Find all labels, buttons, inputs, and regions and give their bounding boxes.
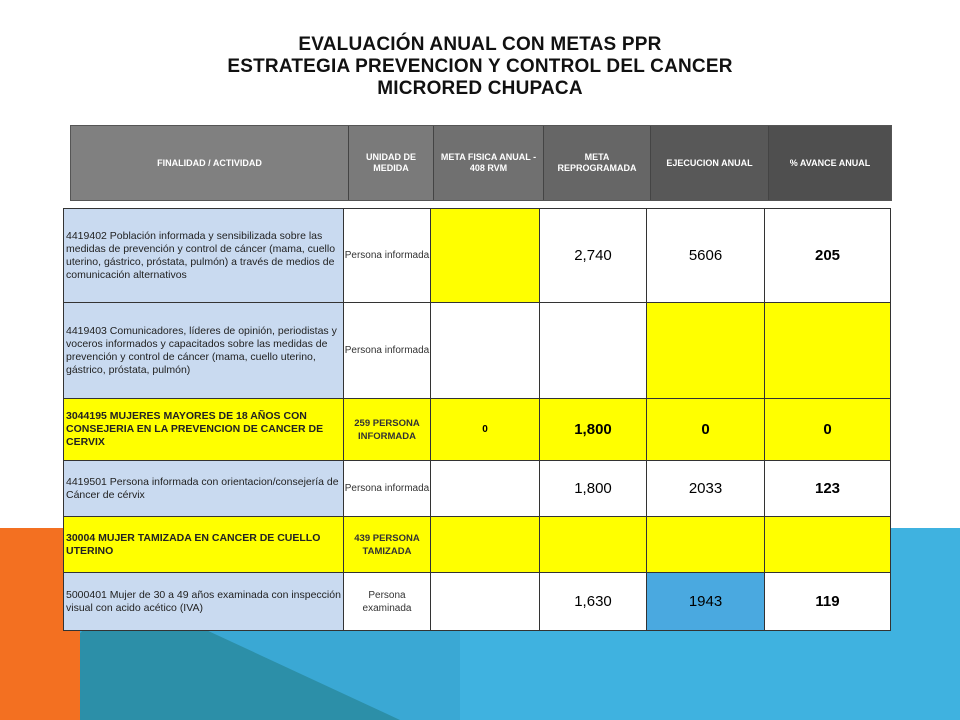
actividad-cell: 4419403 Comunicadores, líderes de opinión, periodistas y voceros informados y capacitados sobre las medidas de prevención y control de cáncer (mama, cuello uterino, gástrico, próstata, pulmón): [64, 303, 344, 399]
table-row: [64, 573, 891, 631]
unidad-cell: Persona examinada: [344, 573, 431, 631]
unidad-cell: 259 PERSONA INFORMADA: [344, 399, 431, 461]
header-avance: % AVANCE ANUAL: [769, 126, 891, 200]
meta-reprogramada-cell: 2,740: [540, 209, 647, 303]
unidad-cell: 439 PERSONA TAMIZADA: [344, 517, 431, 573]
meta-fisica-cell: [431, 517, 540, 573]
avance-cell: 123: [765, 461, 891, 517]
meta-fisica-cell: [431, 461, 540, 517]
table-header: [70, 125, 892, 201]
actividad-cell: 5000401 Mujer de 30 a 49 años examinada con inspección visual con acido acético (IVA): [64, 573, 344, 631]
unidad-cell: Persona informada: [344, 461, 431, 517]
ejecucion-cell: 0: [647, 399, 765, 461]
unidad-cell: Persona informada: [344, 209, 431, 303]
avance-cell: 119: [765, 573, 891, 631]
ejecucion-cell: 5606: [647, 209, 765, 303]
actividad-cell: 4419501 Persona informada con orientacion/consejería de Cáncer de cérvix: [64, 461, 344, 517]
table-row: [64, 517, 891, 573]
header-meta-reprogramada: META REPROGRAMADA: [544, 126, 651, 200]
meta-reprogramada-cell: 1,800: [540, 461, 647, 517]
ejecucion-cell: [647, 303, 765, 399]
avance-cell: [765, 517, 891, 573]
avance-cell: 0: [765, 399, 891, 461]
header-meta-fisica: META FISICA ANUAL - 408 RVM: [434, 126, 544, 200]
table-row: [64, 461, 891, 517]
avance-cell: 205: [765, 209, 891, 303]
actividad-cell: 4419402 Población informada y sensibilizada sobre las medidas de prevención y control de cáncer (mama, cuello uterino, gástrico, próstata, pulmón) a través de medios de comunicación alternativos: [64, 209, 344, 303]
meta-fisica-cell: [431, 209, 540, 303]
avance-cell: [765, 303, 891, 399]
header-finalidad: FINALIDAD / ACTIVIDAD: [71, 126, 349, 200]
header-ejecucion: EJECUCION ANUAL: [651, 126, 769, 200]
table-row: [64, 209, 891, 303]
ejecucion-cell: [647, 517, 765, 573]
slide-title: [0, 34, 960, 100]
evaluation-table: [63, 208, 891, 631]
meta-reprogramada-cell: [540, 303, 647, 399]
ejecucion-cell: 1943: [647, 573, 765, 631]
title-line-3: MICRORED CHUPACA: [377, 78, 583, 99]
title-line-2: ESTRATEGIA PREVENCION Y CONTROL DEL CANCER: [227, 56, 733, 77]
meta-fisica-cell: 0: [431, 399, 540, 461]
meta-reprogramada-cell: [540, 517, 647, 573]
meta-fisica-cell: [431, 303, 540, 399]
title-line-1: EVALUACIÓN ANUAL CON METAS PPR: [298, 34, 662, 55]
ejecucion-cell: 2033: [647, 461, 765, 517]
actividad-cell: 30004 MUJER TAMIZADA EN CANCER DE CUELLO UTERINO: [64, 517, 344, 573]
meta-reprogramada-cell: 1,630: [540, 573, 647, 631]
header-unidad: UNIDAD DE MEDIDA: [349, 126, 434, 200]
meta-fisica-cell: [431, 573, 540, 631]
table-row: [64, 303, 891, 399]
unidad-cell: Persona informada: [344, 303, 431, 399]
actividad-cell: 3044195 MUJERES MAYORES DE 18 AÑOS CON CONSEJERIA EN LA PREVENCION DE CANCER DE CERVIX: [64, 399, 344, 461]
table-row: [64, 399, 891, 461]
meta-reprogramada-cell: 1,800: [540, 399, 647, 461]
